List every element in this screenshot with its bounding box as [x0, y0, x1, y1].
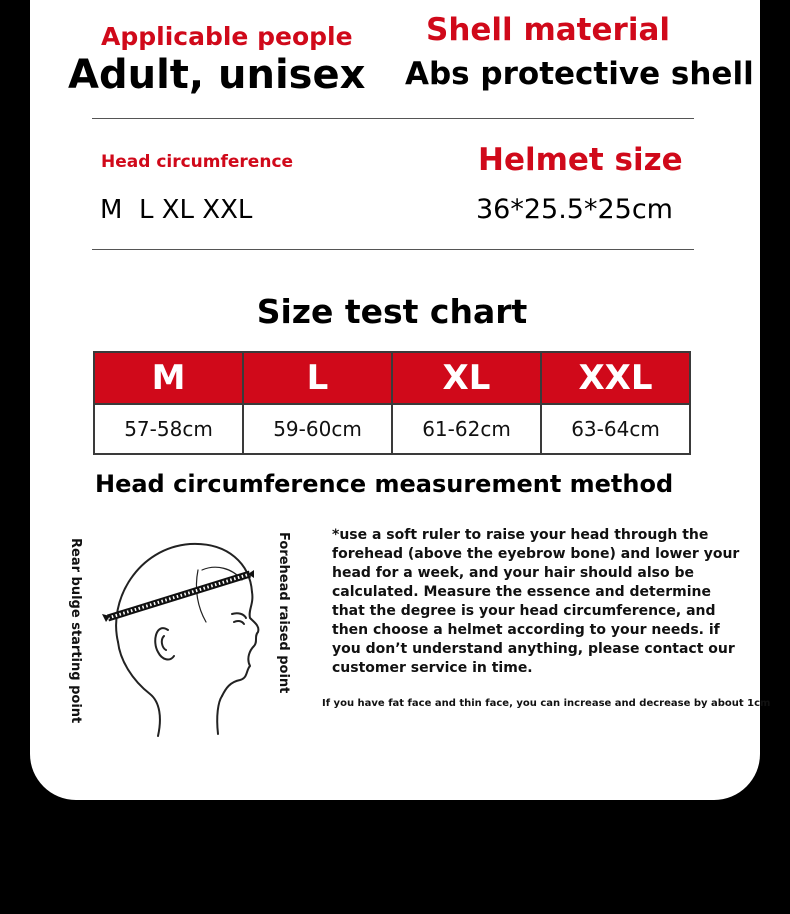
helmet-size-label: Helmet size	[478, 142, 683, 178]
head-circumference-value: M L XL XXL	[100, 195, 253, 225]
size-range-m: 57-58cm	[94, 404, 243, 454]
size-range-xl: 61-62cm	[392, 404, 541, 454]
size-chart-title: Size test chart	[256, 292, 528, 331]
size-range-l: 59-60cm	[243, 404, 392, 454]
size-header-l: L	[243, 352, 392, 404]
applicable-people-label: Applicable people	[101, 22, 353, 51]
size-range-xxl: 63-64cm	[541, 404, 690, 454]
head-measurement-illustration	[98, 530, 276, 740]
measurement-method-title: Head circumference measurement method	[95, 470, 674, 498]
shell-material-value: Abs protective shell	[405, 56, 754, 92]
size-table	[93, 351, 691, 455]
helmet-size-value: 36*25.5*25cm	[476, 194, 673, 225]
size-header-row	[94, 352, 690, 404]
divider-top	[92, 118, 694, 119]
divider-bottom	[92, 249, 694, 250]
face-adjustment-note: If you have fat face and thin face, you can increase and decrease by about 1cm	[322, 698, 771, 709]
applicable-people-value: Adult, unisex	[68, 52, 366, 98]
size-header-xxl: XXL	[541, 352, 690, 404]
forehead-raised-label: Forehead raised point	[276, 532, 291, 694]
size-range-row	[94, 404, 690, 454]
head-circumference-label: Head circumference	[101, 152, 294, 172]
shell-material-label: Shell material	[426, 12, 670, 48]
size-header-m: M	[94, 352, 243, 404]
rear-bulge-label: Rear bulge starting point	[68, 538, 83, 724]
measurement-description: *use a soft ruler to raise your head through the forehead (above the eyebrow bone) and lower your head for a week, and your hair should also be calculated. Measure the essence and determine that the degree is your head circumference, and then choose a helmet according to your needs. if you don’t understand anything, please contact our customer service in time.	[332, 527, 740, 676]
size-header-xl: XL	[392, 352, 541, 404]
